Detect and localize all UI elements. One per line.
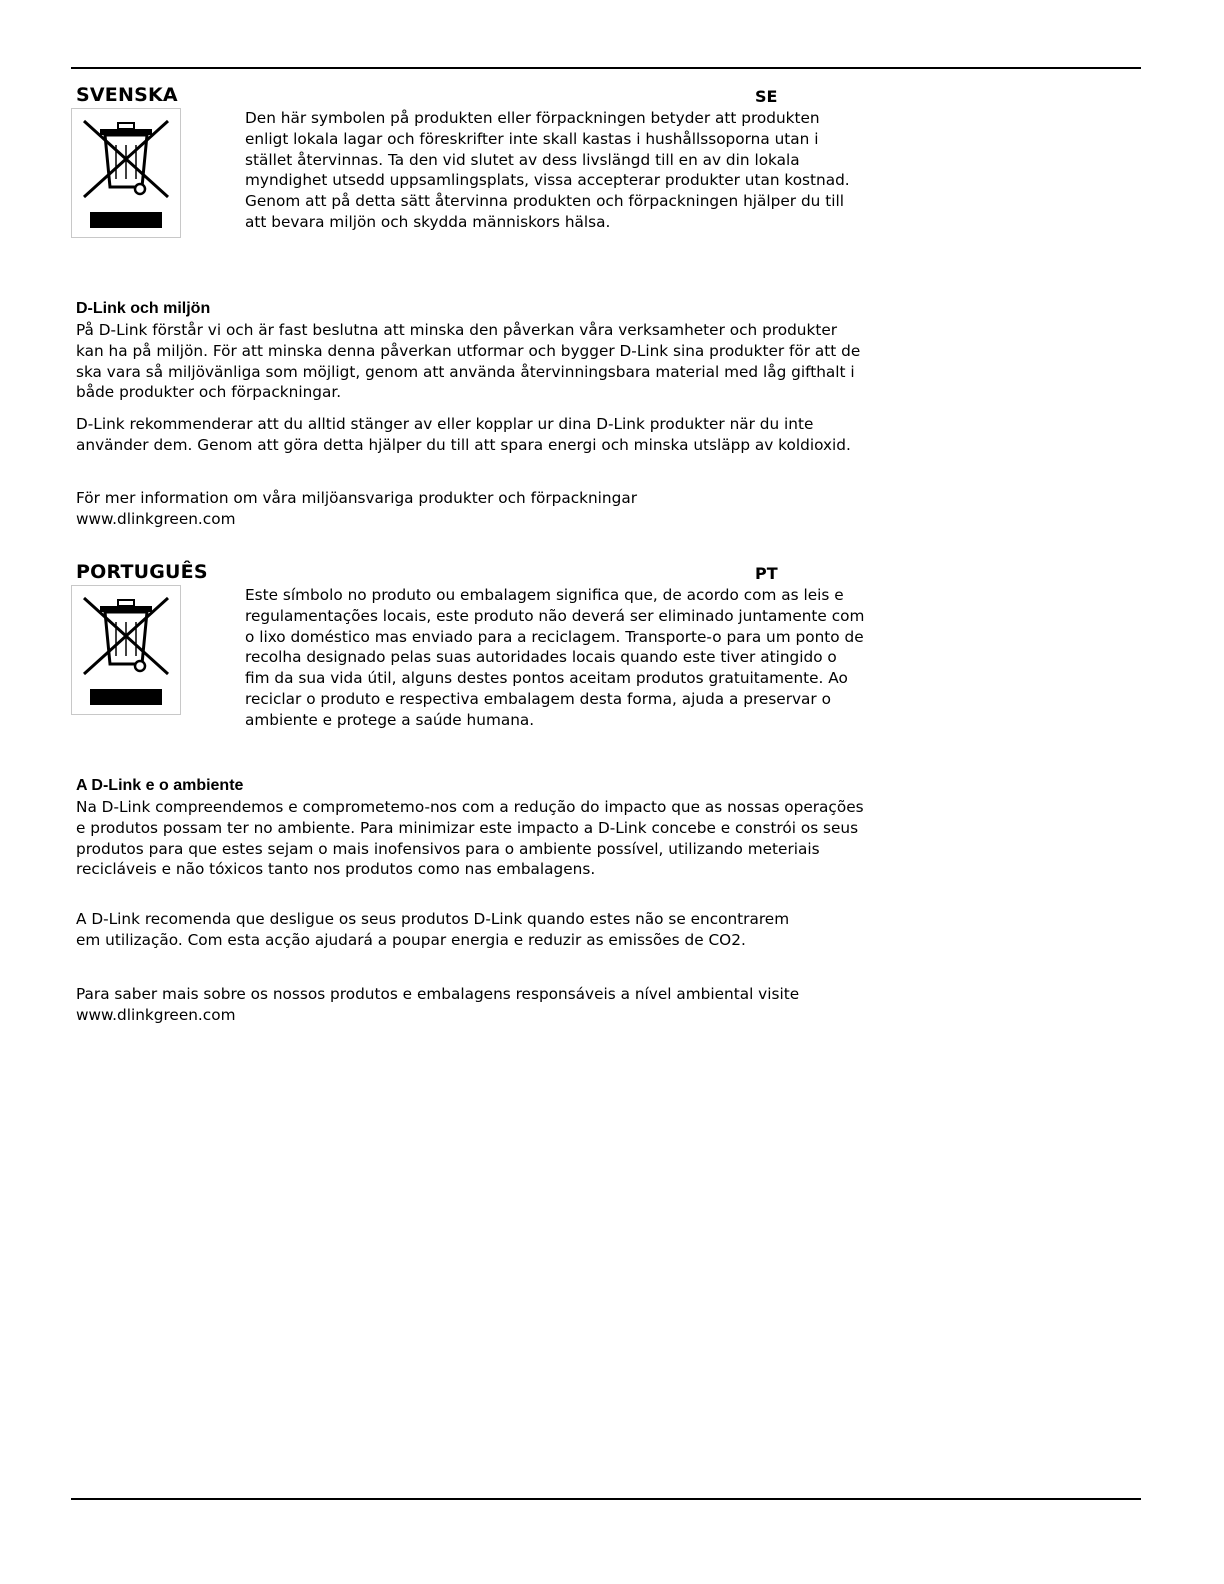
weee-bin-icon [71, 585, 181, 715]
environment-heading: A D-Link e o ambiente [76, 777, 244, 794]
bottom-rule [71, 1498, 1141, 1500]
environment-paragraph: D-Link rekommenderar att du alltid stänger av eller kopplar ur dina D-Link produkter när du inte använder dem. Genom att göra detta hjälper du till att spara energi och minska utsläpp av koldioxid. [76, 415, 851, 454]
language-code: SE [755, 87, 778, 106]
environment-paragraph: För mer information om våra miljöansvariga produkter och förpackningar www.dlinkgreen.com [76, 489, 637, 528]
section-portugues [76, 561, 866, 1031]
environment-heading: D-Link och miljön [76, 300, 211, 317]
top-rule [71, 67, 1141, 69]
environment-paragraph: Para saber mais sobre os nossos produtos e embalagens responsáveis a nível ambiental visite www.dlinkgreen.com [76, 985, 800, 1024]
environment-paragraph: Na D-Link compreendemos e comprometemo-nos com a redução do impacto que as nossas operações e produtos possam ter no ambiente. Para minimizar este impacto a D-Link concebe e constrói os seus produtos para que estes sejam o mais inofensivos para o ambiente possível, utilizando meteriais recicláveis e não tóxicos tanto nos produtos como nas embalagens. [76, 798, 864, 879]
environment-paragraph: A D-Link recomenda que desligue os seus produtos D-Link quando estes não se encontrarem em utilização. Com esta acção ajudará a poupar energia e reduzir as emissões de CO2. [76, 910, 790, 949]
section-title: SVENSKA [76, 84, 178, 106]
weee-bin-icon [71, 108, 181, 238]
language-code: PT [755, 564, 778, 583]
section-svenska [76, 84, 866, 534]
environment-paragraph: På D-Link förstår vi och är fast beslutna att minska den påverkan våra verksamheter och produkter kan ha på miljön. För att minska denna påverkan utformar och bygger D-Link sina produkter för att de ska vara så miljövänliga som möjligt, genom att använda återvinningsbara material med låg gifthalt i både produkter och förpackningar. [76, 321, 861, 402]
section-title: PORTUGUÊS [76, 561, 208, 583]
disposal-notice: Den här symbolen på produkten eller förpackningen betyder att produkten enligt lokala lagar och föreskrifter inte skall kastas i hushållssoporna utan i stället återvinnas. Ta den vid slutet av dess livslängd till en av din lokala myndighet utsedd uppsamlingsplats, vissa accepterar produkter utan kostnad. Genom att på detta sätt återvinna produkten och förpackningen hjälper du till att bevara miljön och skydda människors hälsa. [245, 109, 850, 231]
disposal-notice: Este símbolo no produto ou embalagem significa que, de acordo com as leis e regulamentações locais, este produto não deverá ser eliminado juntamente com o lixo doméstico mas enviado para a reciclagem. Transporte-o para um ponto de recolha designado pelas suas autoridades locais quando este tiver atingido o fim da sua vida útil, alguns destes pontos aceitam produtos gratuitamente. Ao reciclar o produto e respectiva embalagem desta forma, ajuda a preservar o ambiente e protege a saúde humana. [245, 586, 865, 729]
